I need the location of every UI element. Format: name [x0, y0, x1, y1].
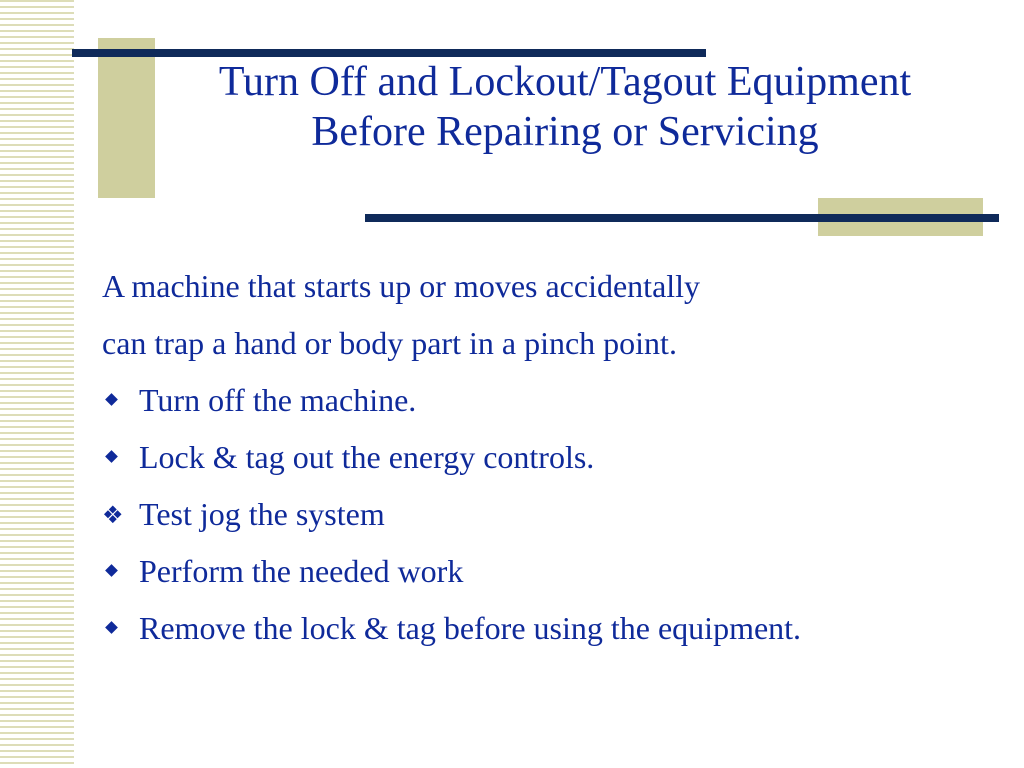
intro-line-2: can trap a hand or body part in a pinch point.	[102, 325, 677, 361]
bullet-item-test-jog	[102, 486, 1002, 543]
bullet-text: Turn off the machine.	[139, 382, 417, 418]
bullet-text: Perform the needed work	[139, 553, 464, 589]
diamond-icon	[105, 621, 118, 634]
slide-body	[102, 258, 1002, 657]
diamond-icon	[105, 393, 118, 406]
diamond-icon	[105, 564, 118, 577]
khaki-block-left-decoration	[98, 38, 155, 198]
bullet-text: Remove the lock & tag before using the equipment.	[139, 610, 802, 646]
navy-line-top-decoration	[72, 49, 706, 57]
slide-title: Turn Off and Lockout/Tagout Equipment Before Repairing or Servicing	[218, 59, 912, 155]
bullet-item-perform-work	[102, 543, 1002, 600]
diamond-icon	[105, 450, 118, 463]
four-diamond-clover-icon: ❖	[102, 501, 124, 529]
bullet-text: Lock & tag out the energy controls.	[139, 439, 595, 475]
bullet-text: Test jog the system	[139, 496, 385, 532]
navy-line-bottom-decoration	[365, 214, 999, 222]
left-stripe-decoration	[0, 0, 74, 768]
bullet-item-lock-tag	[102, 429, 1002, 486]
bullet-list	[102, 372, 1002, 657]
bullet-item-remove-lock	[102, 600, 1002, 657]
bullet-item-turn-off	[102, 372, 1002, 429]
intro-line-1: A machine that starts up or moves accidentally	[102, 268, 701, 304]
